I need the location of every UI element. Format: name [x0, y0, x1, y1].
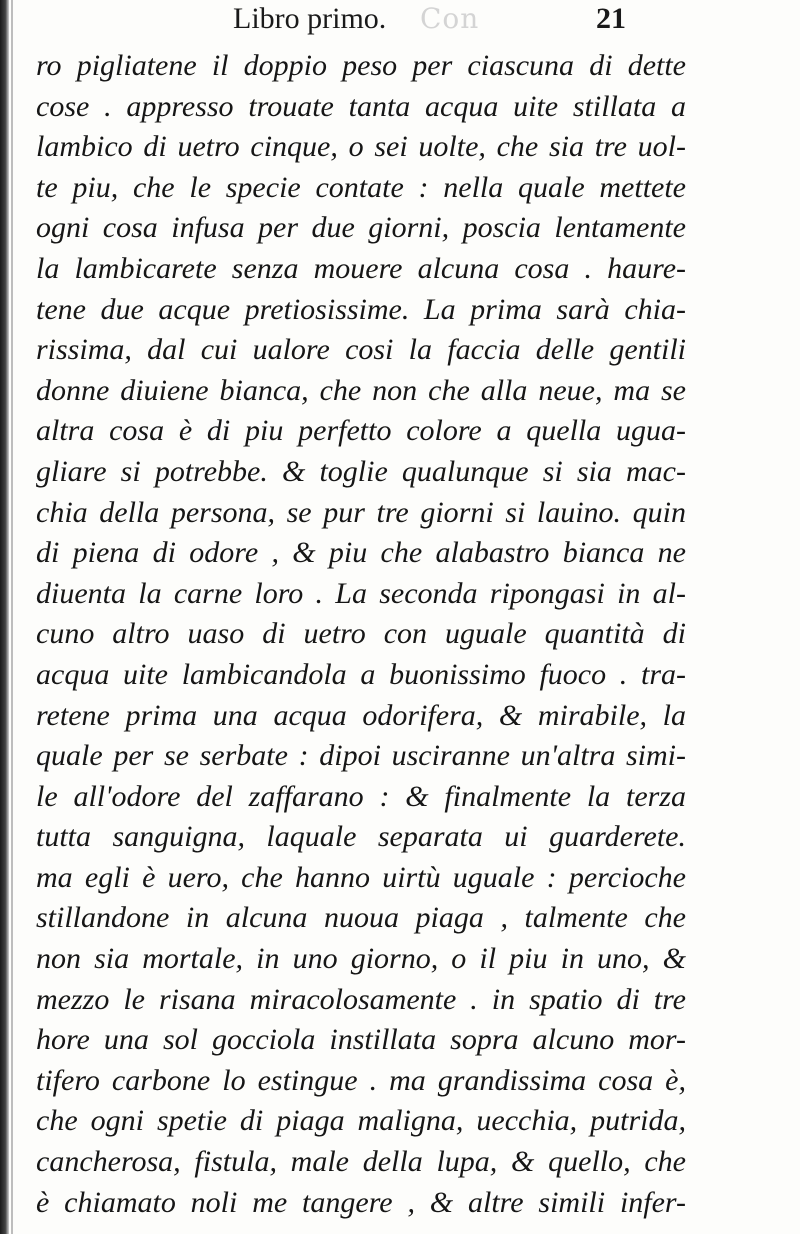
text-line: te piu, che le specie contate : nella quale mettete — [36, 170, 686, 204]
show-through-text: Con — [420, 2, 480, 35]
text-line: gliare si potrebbe. & toglie qualunque si sia mac- — [36, 454, 686, 488]
text-line: non sia mortale, in uno giorno, o il piu in uno, & — [36, 942, 686, 976]
body-text — [36, 46, 686, 1223]
text-line: ogni cosa infusa per due giorni, poscia lentamente — [36, 211, 686, 245]
text-line: mezzo le risana miracolosamente . in spatio di tre — [36, 982, 686, 1016]
text-line: rissima, dal cui ualore cosi la faccia delle gentili — [36, 333, 686, 367]
text-line: quale per se serbate : dipoi usciranne un'altra simi- — [36, 739, 686, 773]
text-line: tifero carbone lo estingue . ma grandissima cosa è, — [36, 1063, 686, 1097]
text-line: è chiamato noli me tangere , & altre simili infer- — [36, 1185, 686, 1219]
page-number: 21 — [596, 2, 626, 35]
text-line: cancherosa, fistula, male della lupa, & quello, che — [36, 1145, 686, 1179]
text-line: di piena di odore , & piu che alabastro bianca ne — [36, 536, 686, 570]
text-line: le all'odore del zaffarano : & finalmente la terza — [36, 779, 686, 813]
text-line: che ogni spetie di piaga maligna, uecchia, putrida, — [36, 1104, 686, 1138]
text-line: altra cosa è di piu perfetto colore a quella ugua- — [36, 414, 686, 448]
text-line: ma egli è uero, che hanno uirtù uguale : percioche — [36, 860, 686, 894]
binding-shadow — [11, 0, 13, 1234]
text-line: lambico di uetro cinque, o sei uolte, che sia tre uol- — [36, 130, 686, 164]
binding-edge — [0, 0, 9, 1234]
text-line: cuno altro uaso di uetro con uguale quantità di — [36, 617, 686, 651]
text-line: cose . appresso trouate tanta acqua uite stillata a — [36, 89, 686, 123]
text-line: stillandone in alcuna nuoua piaga , talmente che — [36, 901, 686, 935]
text-line: ro pigliatene il doppio peso per ciascuna di dette — [36, 49, 686, 82]
text-line: retene prima una acqua odorifera, & mirabile, la — [36, 698, 686, 732]
text-line: tene due acque pretiosissime. La prima sarà chia- — [36, 292, 686, 326]
text-line: donne diuiene bianca, che non che alla neue, ma se — [36, 373, 686, 407]
running-head: Libro primo. — [233, 2, 387, 35]
text-line: acqua uite lambicandola a buonissimo fuoco . tra- — [36, 657, 686, 691]
page-header — [0, 0, 800, 40]
text-line: tutta sanguigna, laquale separata ui guarderete. — [36, 820, 686, 854]
text-line: hore una sol gocciola instillata sopra alcuno mor- — [36, 1023, 686, 1057]
text-line: diuenta la carne loro . La seconda ripongasi in al- — [36, 576, 686, 610]
text-line: la lambicarete senza mouere alcuna cosa . haure- — [36, 251, 686, 285]
text-line: chia della persona, se pur tre giorni si lauino. quin — [36, 495, 686, 529]
